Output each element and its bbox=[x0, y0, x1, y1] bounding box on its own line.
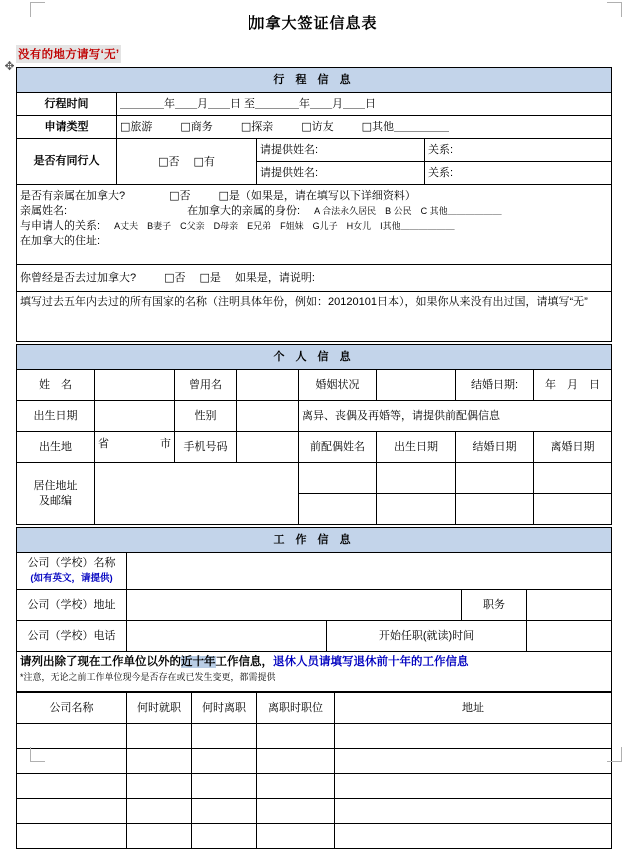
been-to-canada-row bbox=[17, 265, 612, 292]
name-label: 姓 名 bbox=[17, 370, 95, 401]
marital-status-label: 婚姻状况 bbox=[299, 370, 377, 401]
history-cell-address[interactable] bbox=[335, 824, 612, 849]
marriage-date-value[interactable]: 年 月 日 bbox=[534, 370, 612, 401]
employment-history-table bbox=[16, 692, 612, 849]
checkbox-companion-no[interactable]: □否 bbox=[158, 154, 180, 168]
page-margin-corner-top-right bbox=[607, 2, 622, 17]
relative-in-canada-block bbox=[17, 185, 612, 265]
ex-divorce-date-label: 离婚日期 bbox=[534, 432, 612, 463]
start-date-label: 开始任职(就读)时间 bbox=[327, 621, 527, 652]
position-value[interactable] bbox=[527, 590, 612, 621]
history-notice-line bbox=[20, 655, 608, 670]
company-address-row bbox=[17, 590, 612, 621]
history-cell-end[interactable] bbox=[192, 774, 257, 799]
checkbox-tourism[interactable]: □旅游 bbox=[120, 120, 153, 133]
company-address-label: 公司（学校）地址 bbox=[17, 590, 127, 621]
company-phone-label: 公司（学校）电话 bbox=[17, 621, 127, 652]
address-label bbox=[17, 463, 95, 525]
history-notice-row bbox=[17, 652, 612, 692]
mobile-value[interactable] bbox=[237, 432, 299, 463]
history-cell-start[interactable] bbox=[127, 824, 192, 849]
been-to-canada-block bbox=[17, 265, 612, 292]
relative-identity-options[interactable]: A 合法永久居民 B 公民 C 其他＿＿＿＿＿＿ bbox=[314, 206, 502, 216]
ex-birth-date-value-2[interactable] bbox=[377, 494, 456, 525]
trip-date-label: 行程时间 bbox=[17, 93, 117, 116]
fill-notice: 没有的地方请写‘无’ bbox=[16, 45, 121, 63]
name-row bbox=[17, 370, 612, 401]
ex-birth-date-value-1[interactable] bbox=[377, 463, 456, 494]
relative-question-line bbox=[20, 188, 608, 204]
ex-marriage-date-value-2[interactable] bbox=[456, 494, 534, 525]
history-cell-address[interactable] bbox=[335, 749, 612, 774]
relative-address-line bbox=[20, 234, 608, 249]
mobile-label: 手机号码 bbox=[175, 432, 237, 463]
history-cell-position[interactable] bbox=[257, 774, 335, 799]
birth-date-value[interactable] bbox=[95, 401, 175, 432]
address-value[interactable] bbox=[95, 463, 299, 525]
checkbox-other[interactable]: □其他＿＿＿＿＿ bbox=[361, 120, 450, 133]
company-address-value[interactable] bbox=[127, 590, 462, 621]
history-cell-position[interactable] bbox=[257, 724, 335, 749]
history-cell-address[interactable] bbox=[335, 799, 612, 824]
checkbox-been-yes[interactable]: □是 bbox=[199, 271, 221, 284]
history-col-company: 公司名称 bbox=[17, 693, 127, 724]
gender-value[interactable] bbox=[237, 401, 299, 432]
history-cell-end[interactable] bbox=[192, 799, 257, 824]
page-margin-corner-bottom-left bbox=[30, 747, 45, 762]
trip-section-header-row bbox=[17, 68, 612, 93]
company-name-label-cell bbox=[17, 553, 127, 590]
former-name-value[interactable] bbox=[237, 370, 299, 401]
employment-history-header-row bbox=[17, 693, 612, 724]
notice-row bbox=[0, 35, 627, 67]
apply-type-options bbox=[117, 116, 612, 139]
marriage-date-label: 结婚日期: bbox=[456, 370, 534, 401]
company-name-note: (如有英文，请提供) bbox=[30, 573, 113, 584]
relative-identity-label: 在加拿大的亲属的身份: bbox=[187, 205, 301, 217]
company-name-row bbox=[17, 553, 612, 590]
companion-name-2[interactable]: 请提供姓名: bbox=[257, 162, 425, 185]
relation-options[interactable]: A丈夫 B妻子 C父亲 D母亲 E兄弟 F姐妹 G儿子 H女儿 I其他＿＿＿＿＿＿ bbox=[114, 221, 455, 231]
name-value[interactable] bbox=[95, 370, 175, 401]
history-cell-company[interactable] bbox=[17, 774, 127, 799]
history-notice-highlight: 近十年 bbox=[181, 656, 216, 668]
ex-spouse-name-value-2[interactable] bbox=[299, 494, 377, 525]
ex-divorce-date-value-1[interactable] bbox=[534, 463, 612, 494]
companion-relation-2[interactable]: 关系: bbox=[425, 162, 612, 185]
relation-label: 与申请人的关系: bbox=[20, 220, 101, 232]
apply-type-label: 申请类型 bbox=[17, 116, 117, 139]
section-header-trip: 行 程 信 息 bbox=[17, 68, 612, 93]
been-before-question: 你曾经是否去过加拿大? bbox=[20, 272, 137, 284]
birth-place-value[interactable] bbox=[95, 432, 175, 463]
history-col-end: 何时离职 bbox=[192, 693, 257, 724]
history-subnote: *注意，无论之前工作单位现今是否存在或已发生变更，都需提供 bbox=[20, 672, 276, 682]
marital-status-value[interactable] bbox=[377, 370, 456, 401]
ex-spouse-name-value-1[interactable] bbox=[299, 463, 377, 494]
checkbox-business[interactable]: □商务 bbox=[180, 120, 213, 133]
personal-information-table bbox=[16, 344, 612, 525]
birth-place-label: 出生地 bbox=[17, 432, 95, 463]
move-handle-icon[interactable]: ✥ bbox=[4, 59, 15, 73]
history-notice-part2: 工作信息， bbox=[215, 656, 273, 668]
history-cell-end[interactable] bbox=[192, 824, 257, 849]
page-margin-corner-bottom-right bbox=[607, 747, 622, 762]
companion-name-1[interactable]: 请提供姓名: bbox=[257, 139, 425, 162]
section-header-work: 工 作 信 息 bbox=[17, 528, 612, 553]
former-name-label: 曾用名 bbox=[175, 370, 237, 401]
relative-in-canada-row bbox=[17, 185, 612, 265]
table-row bbox=[17, 774, 612, 799]
relation-line bbox=[20, 219, 608, 234]
history-cell-end[interactable] bbox=[192, 749, 257, 774]
relative-question: 是否有亲属在加拿大? bbox=[20, 190, 126, 202]
history-cell-start[interactable] bbox=[127, 724, 192, 749]
relative-name-line bbox=[20, 204, 608, 219]
section-header-personal: 个 人 信 息 bbox=[17, 345, 612, 370]
checkbox-relative-no[interactable]: □否 bbox=[169, 189, 191, 202]
history-notice-block bbox=[17, 652, 612, 692]
relative-name-label[interactable]: 亲属姓名: bbox=[20, 205, 68, 217]
table-row bbox=[17, 749, 612, 774]
trip-date-row bbox=[17, 93, 612, 116]
ex-spouse-name-label: 前配偶姓名 bbox=[299, 432, 377, 463]
history-cell-company[interactable] bbox=[17, 724, 127, 749]
start-date-value[interactable] bbox=[527, 621, 612, 652]
history-cell-end[interactable] bbox=[192, 724, 257, 749]
companion-relation-1[interactable]: 关系: bbox=[425, 139, 612, 162]
companion-options bbox=[117, 139, 257, 185]
table-row bbox=[17, 724, 612, 749]
work-section-header-row bbox=[17, 528, 612, 553]
company-phone-row bbox=[17, 621, 612, 652]
page-margin-corner-top-left bbox=[30, 2, 45, 17]
history-cell-position[interactable] bbox=[257, 824, 335, 849]
gender-label: 性别 bbox=[175, 401, 237, 432]
address-label-line1: 居住地址 bbox=[33, 479, 78, 492]
history-col-position: 离职时职位 bbox=[257, 693, 335, 724]
companion-label: 是否有同行人 bbox=[17, 139, 117, 185]
ex-spouse-note: 离异、丧偶及再婚等，请提供前配偶信息 bbox=[299, 401, 612, 432]
table-row bbox=[17, 799, 612, 824]
history-cell-start[interactable] bbox=[127, 774, 192, 799]
history-cell-company[interactable] bbox=[17, 824, 127, 849]
history-notice-blue: 退休人员请填写退休前十年的工作信息 bbox=[273, 656, 469, 668]
personal-section-header-row bbox=[17, 345, 612, 370]
ex-divorce-date-value-2[interactable] bbox=[534, 494, 612, 525]
company-name-label: 公司（学校）名称 bbox=[27, 557, 116, 569]
history-col-start: 何时就职 bbox=[127, 693, 192, 724]
birthplace-row bbox=[17, 432, 612, 463]
page-title-text: 加拿大签证信息表 bbox=[249, 14, 378, 32]
province-label: 省 bbox=[98, 438, 109, 450]
history-cell-position[interactable] bbox=[257, 749, 335, 774]
apply-type-row bbox=[17, 116, 612, 139]
history-cell-start[interactable] bbox=[127, 749, 192, 774]
ex-birth-date-label: 出生日期 bbox=[377, 432, 456, 463]
trip-date-value[interactable]: ＿＿＿＿年＿＿月＿＿日 至＿＿＿＿年＿＿月＿＿日 bbox=[117, 93, 612, 116]
been-before-explain[interactable]: 如果是，请说明: bbox=[234, 272, 315, 284]
checkbox-companion-yes[interactable]: □有 bbox=[193, 154, 215, 168]
work-information-table bbox=[16, 527, 612, 692]
address-label-line2: 及邮编 bbox=[39, 494, 72, 507]
checkbox-visit-relatives[interactable]: □探亲 bbox=[240, 120, 274, 133]
city-label: 市 bbox=[160, 438, 171, 450]
travel-history-field[interactable]: 填写过去五年内去过的所有国家的名称（注明具体年份，例如：20120101日本），如果你从来没有出过国，请填写“无” bbox=[17, 292, 612, 342]
history-cell-position[interactable] bbox=[257, 799, 335, 824]
birth-date-label: 出生日期 bbox=[17, 401, 95, 432]
history-notice-part1: 请列出除了现在工作单位以外的 bbox=[20, 656, 181, 668]
table-row bbox=[17, 824, 612, 849]
history-cell-start[interactable] bbox=[127, 799, 192, 824]
relative-address-label[interactable]: 在加拿大的住址: bbox=[20, 235, 101, 247]
companion-row-1 bbox=[17, 139, 612, 162]
company-name-value[interactable] bbox=[127, 553, 612, 590]
ex-marriage-date-label: 结婚日期 bbox=[456, 432, 534, 463]
trip-information-table bbox=[16, 67, 612, 342]
history-col-address: 地址 bbox=[335, 693, 612, 724]
company-phone-value[interactable] bbox=[127, 621, 327, 652]
history-cell-address[interactable] bbox=[335, 774, 612, 799]
checkbox-visit-friends[interactable]: □访友 bbox=[301, 120, 334, 133]
address-row-1 bbox=[17, 463, 612, 494]
page-title bbox=[0, 0, 627, 35]
birth-gender-row bbox=[17, 401, 612, 432]
ex-marriage-date-value-1[interactable] bbox=[456, 463, 534, 494]
history-cell-company[interactable] bbox=[17, 799, 127, 824]
checkbox-relative-yes[interactable]: □是（如果是，请在填写以下详细资料） bbox=[218, 189, 416, 202]
history-cell-address[interactable] bbox=[335, 724, 612, 749]
travel-history-row bbox=[17, 292, 612, 342]
checkbox-been-no[interactable]: □否 bbox=[164, 271, 186, 284]
position-label: 职务 bbox=[462, 590, 527, 621]
